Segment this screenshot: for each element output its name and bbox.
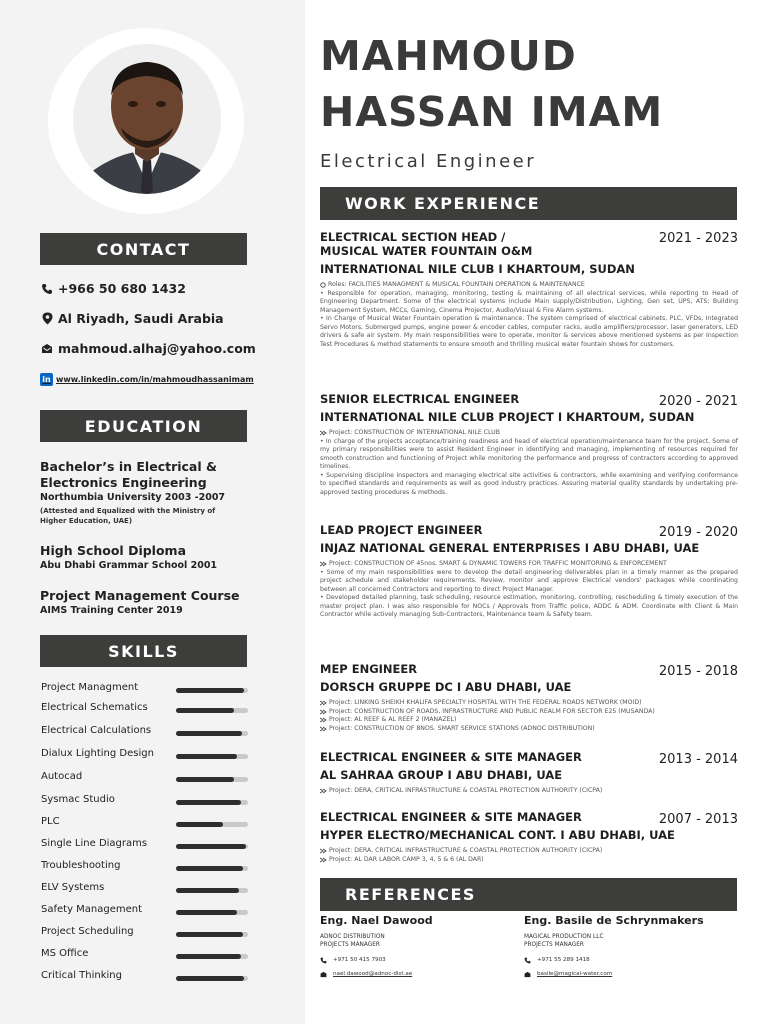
double-chevron-icon	[320, 709, 327, 715]
job-title: Electrical Engineer	[320, 151, 537, 172]
references-heading: REFERENCES	[320, 878, 737, 911]
job-role: MEP ENGINEER	[320, 662, 418, 676]
skill-level-bar	[176, 777, 248, 782]
education-item	[40, 588, 280, 617]
project-text: Project: CONSTRUCTION OF 45nos. SMART & DYNAMIC TOWERS FOR TRAFFIC MONITORING & ENFORCEMENT	[329, 560, 667, 567]
double-chevron-icon	[320, 717, 327, 723]
job-project	[320, 560, 738, 569]
job-description: • Supervising discipline inspectors and managing electrical site activities & contractors, while examining and verifying conformance to specified standards and requirements as well as good industry practices. Assuring material quality standards by undertaking pre-approved testing procedures & methods.	[320, 471, 738, 496]
reference-org: MAGICAL PRODUCTION LLC	[524, 934, 604, 940]
project-text: Project: AL REEF & AL REEF 2 (MANAZEL)	[329, 716, 457, 723]
job-role: ELECTRICAL ENGINEER & SITE MANAGER	[320, 750, 582, 764]
job-entry	[320, 810, 738, 864]
skill-level-fill	[176, 976, 244, 981]
job-project	[320, 716, 738, 725]
skill-item	[41, 725, 251, 741]
reference-position: PROJECTS MANAGER	[320, 942, 380, 948]
skill-item	[41, 904, 251, 920]
skill-level-fill	[176, 822, 223, 827]
skill-level-bar	[176, 976, 248, 981]
education-note: Higher Education, UAE)	[40, 517, 133, 525]
job-company: HYPER ELECTRO/MECHANICAL CONT. I ABU DHABI, UAE	[320, 828, 675, 842]
job-company: INJAZ NATIONAL GENERAL ENTERPRISES I ABU DHABI, UAE	[320, 541, 700, 555]
job-project	[320, 429, 738, 438]
job-years: 2007 - 2013	[658, 812, 738, 827]
skill-level-bar	[176, 910, 248, 915]
circle-icon	[320, 282, 326, 288]
school-name: AIMS Training Center 2019	[40, 605, 183, 616]
skill-level-fill	[176, 777, 234, 782]
degree-title: Electronics Engineering	[40, 475, 207, 490]
skill-name: Safety Management	[41, 904, 143, 915]
job-role: ELECTRICAL SECTION HEAD /	[320, 230, 506, 244]
skill-name: Sysmac Studio	[41, 794, 115, 805]
skill-level-fill	[176, 731, 242, 736]
skill-level-fill	[176, 888, 239, 893]
skill-level-bar	[176, 688, 248, 693]
skill-name: Dialux Lighting Design	[41, 748, 154, 759]
double-chevron-icon	[320, 788, 327, 794]
reference-phone	[320, 956, 530, 964]
skill-level-fill	[176, 708, 234, 713]
reference-email[interactable]	[524, 970, 734, 978]
project-text: Project: CONSTRUCTION OF ROADS, INFRASTRUCTURE AND PUBLIC REALM FOR SECTOR E25 (MUSANDA)	[329, 707, 655, 715]
job-entry	[320, 662, 738, 733]
reference-item	[320, 914, 530, 978]
job-years: 2020 - 2021	[658, 394, 738, 409]
project-text: Project: CONSTRUCTION OF INTERNATIONAL NILE CLUB	[329, 429, 500, 436]
linkedin-link[interactable]: www.linkedin.com/in/mahmoudhassanimam	[56, 375, 254, 384]
skill-item	[41, 948, 251, 964]
email-icon	[320, 971, 327, 978]
email-text[interactable]: basile@magical-water.com	[537, 971, 613, 977]
job-entry	[320, 230, 738, 349]
job-years: 2015 - 2018	[658, 664, 738, 679]
job-company: INTERNATIONAL NILE CLUB I KHARTOUM, SUDAN	[320, 262, 635, 276]
job-project	[320, 281, 738, 290]
skill-name: Autocad	[41, 771, 83, 782]
skill-name: Single Line Diagrams	[41, 838, 148, 849]
skill-level-bar	[176, 866, 248, 871]
phone-icon	[524, 957, 531, 964]
degree-title: Project Management Course	[40, 588, 240, 603]
skill-level-fill	[176, 910, 237, 915]
skill-level-bar	[176, 844, 248, 849]
phone-icon	[40, 282, 54, 296]
school-name: Northumbia University 2003 -2007	[40, 492, 226, 503]
job-description: • Developed detailed planning, task scheduling, resource estimation, monitoring, controlling, rescheduling & timely execution of the master project plan. I was also responsible for NOCs / Approvals from Traffic police, ADDC & ADM. Coordinate with Client & Main Contractor while actively managing Sub-Contractors, Maintenance team & Safety team.	[320, 594, 738, 618]
double-chevron-icon	[320, 430, 327, 436]
name-line: MAHMOUD	[320, 32, 577, 80]
degree-title: High School Diploma	[40, 543, 187, 558]
job-project	[320, 725, 738, 734]
skill-item	[41, 771, 251, 787]
double-chevron-icon	[320, 726, 327, 732]
job-role: MUSICAL WATER FOUNTAIN O&M	[320, 244, 533, 258]
skill-name: Electrical Schematics	[41, 702, 148, 713]
skill-item	[41, 860, 251, 876]
skill-name: PLC	[41, 816, 60, 827]
skills-heading: SKILLS	[40, 635, 247, 667]
skill-level-bar	[176, 822, 248, 827]
contact-location	[40, 311, 224, 326]
skill-name: Project Scheduling	[41, 926, 134, 937]
contact-heading: CONTACT	[40, 233, 247, 265]
skill-name: Critical Thinking	[41, 970, 122, 981]
skill-level-fill	[176, 932, 243, 937]
reference-email[interactable]	[320, 970, 530, 978]
double-chevron-icon	[320, 848, 327, 854]
reference-item	[524, 914, 734, 978]
job-years: 2021 - 2023	[658, 231, 738, 246]
phone-icon	[320, 957, 327, 964]
job-role: LEAD PROJECT ENGINEER	[320, 523, 483, 537]
skill-level-fill	[176, 866, 243, 871]
skill-name: ELV Systems	[41, 882, 105, 893]
project-text: Project: DERA, CRITICAL INFRASTRUCTURE & COASTAL PROTECTION AUTHORITY (CICPA)	[329, 847, 603, 854]
skill-level-bar	[176, 954, 248, 959]
job-project	[320, 699, 738, 708]
double-chevron-icon	[320, 700, 327, 706]
job-entry	[320, 750, 738, 796]
project-text: Project: LINKING SHEIKH KHALIFA SPECIALTY HOSPITAL WITH THE FEDERAL ROADS NETWORK (MOID)	[329, 699, 642, 706]
double-chevron-icon	[320, 561, 327, 567]
reference-name: Eng. Nael Dawood	[320, 914, 433, 927]
email-icon	[40, 342, 54, 356]
skill-level-bar	[176, 731, 248, 736]
job-project	[320, 708, 738, 717]
education-item	[40, 543, 280, 572]
skill-level-fill	[176, 688, 244, 693]
location-pin-icon	[40, 312, 54, 326]
job-years: 2019 - 2020	[658, 525, 738, 540]
job-company: DORSCH GRUPPE DC I ABU DHABI, UAE	[320, 680, 572, 694]
school-name: Abu Dhabi Grammar School 2001	[40, 560, 218, 571]
job-description: • In Charge of Musical Water Fountain operation & maintenance. The system comprised of electrical cabinets, PLC, VFDs, Integrated Servo Motors, Submerged pumps, engine power & encoder cables, computer racks, audio amplifiers/processor, laser generators, LED drivers & safe air system. My main responsibilities were to operate, monitor & services above mentioned systems as per Inspection Test Procedures & method statements to ensure smooth and thrilling musical water fountain shows for customers.	[320, 315, 738, 348]
name-line: HASSAN IMAM	[320, 88, 664, 136]
reference-name: Eng. Basile de Schrynmakers	[524, 914, 704, 927]
work-experience-heading: WORK EXPERIENCE	[320, 187, 737, 220]
job-description: • Some of my main responsibilities were to develop the detail engineering deliverables plan in a timely manner as the prepared project schedule and stakeholder requirements. Review, monitor and approve Electrical vendors' packages while coordinating between all concerned Contractors and reporting to direct Project Manager.	[320, 568, 738, 593]
skill-name: Project Managment	[41, 682, 139, 693]
skill-name: Troubleshooting	[41, 860, 121, 871]
job-role: ELECTRICAL ENGINEER & SITE MANAGER	[320, 810, 582, 824]
skill-item	[41, 748, 251, 764]
degree-title: Bachelor’s in Electrical &	[40, 459, 217, 474]
skill-level-bar	[176, 800, 248, 805]
skill-name: MS Office	[41, 948, 89, 959]
contact-linkedin[interactable]	[40, 373, 254, 386]
location-text: Al Riyadh, Saudi Arabia	[58, 311, 224, 326]
skill-name: Electrical Calculations	[41, 725, 152, 736]
reference-org: ADNOC DISTRIBUTION	[320, 934, 385, 940]
skill-level-bar	[176, 932, 248, 937]
email-text[interactable]: nael.dawood@adnoc-dist.ae	[333, 971, 413, 977]
job-company: INTERNATIONAL NILE CLUB PROJECT I KHARTOUM, SUDAN	[320, 410, 695, 424]
skill-item	[41, 882, 251, 898]
skill-level-fill	[176, 800, 241, 805]
job-project	[320, 856, 738, 865]
skill-level-bar	[176, 754, 248, 759]
job-description: • In charge of the projects acceptance/training readiness and head of electrical operation/maintenance team for the project. Some of my primary responsibilities were to assist Resident Engineer in identifying and managing, implementing of resources required for smooth construction and functioning of Project while monitoring the performance and progress of contractors according to approved timelines.	[320, 437, 738, 470]
profile-photo	[73, 44, 221, 194]
job-entry	[320, 523, 738, 620]
job-description: • Responsible for operation, managing, monitoring, testing & maintaining of all electrical services, while reporting to Head of Engineering Department. Some of the electrical systems include Main supply/Distribution, Lighting, Gen set, UPS, ATS; Building Management System, MCCs, Gaming, Cinema Projector, Audio/Visual & Fire Alarm systems.	[320, 289, 738, 314]
skill-item	[41, 970, 251, 986]
phone-text: +971 50 415 7903	[333, 957, 386, 963]
email-icon	[524, 971, 531, 978]
email-text[interactable]: mahmoud.alhaj@yahoo.com	[58, 341, 256, 356]
sidebar	[0, 0, 305, 1024]
skill-level-bar	[176, 708, 248, 713]
job-project	[320, 787, 738, 796]
skill-item	[41, 816, 251, 832]
job-entry	[320, 392, 738, 497]
job-company: AL SAHRAA GROUP I ABU DHABI, UAE	[320, 768, 563, 782]
contact-phone	[40, 281, 186, 296]
reference-position: PROJECTS MANAGER	[524, 942, 584, 948]
project-text: Project: DERA, CRITICAL INFRASTRUCTURE & COASTAL PROTECTION AUTHORITY (CICPA)	[329, 787, 603, 794]
skill-level-fill	[176, 844, 246, 849]
candidate-name	[320, 28, 663, 140]
linkedin-icon: in	[40, 373, 53, 386]
project-text: Project: AL DAR LABOR CAMP 3, 4, 5 & 6 (AL DAR)	[329, 855, 484, 863]
job-project	[320, 847, 738, 856]
skill-item	[41, 926, 251, 942]
skill-level-fill	[176, 754, 237, 759]
double-chevron-icon	[320, 857, 327, 863]
project-text: Roles: FACILITIES MANAGMENT & MUSICAL FOUNTAIN OPERATION & MAINTENANCE	[328, 281, 585, 288]
skill-item	[41, 794, 251, 810]
job-years: 2013 - 2014	[658, 752, 738, 767]
reference-phone	[524, 956, 734, 964]
project-text: Project: CONSTRUCTION OF 8NOS. SMART SERVICE STATIONS (ADNOC DISTRIBUTION)	[329, 724, 595, 732]
contact-email	[40, 341, 256, 356]
education-heading: EDUCATION	[40, 410, 247, 442]
skill-item	[41, 702, 251, 718]
phone-text: +966 50 680 1432	[58, 281, 186, 296]
job-role: SENIOR ELECTRICAL ENGINEER	[320, 392, 520, 406]
education-item	[40, 459, 280, 526]
skill-item	[41, 838, 251, 854]
skill-level-fill	[176, 954, 241, 959]
skill-item	[41, 682, 251, 698]
skill-level-bar	[176, 888, 248, 893]
phone-text: +971 55 289 1418	[537, 957, 590, 963]
education-note: (Attested and Equalized with the Ministry of	[40, 507, 216, 515]
